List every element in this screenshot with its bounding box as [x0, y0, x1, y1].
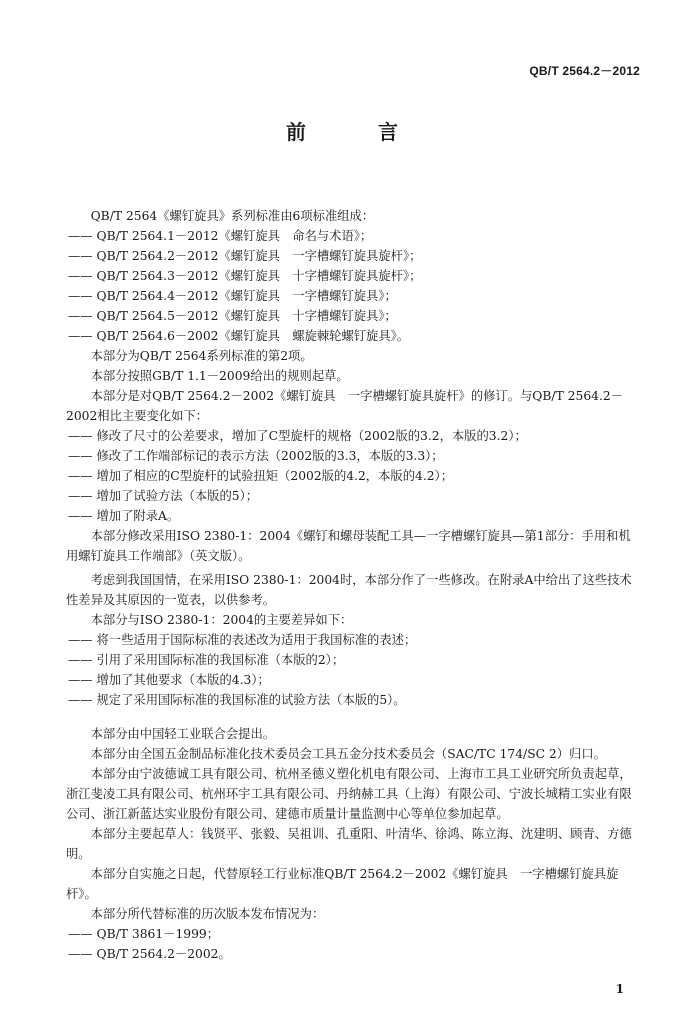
list-item: —— 将一些适用于国际标准的表述改为适用于我国标准的表述； [68, 633, 417, 647]
rule-line: 本部分按照GB/T 1.1－2009给出的规则起草。 [90, 369, 349, 383]
page-number: 1 [615, 982, 624, 996]
drafted-by: 本部分由宁波德诚工具有限公司、杭州圣德义塑化机电有限公司、上海市工具工业研究所负责起草，浙江斐凌工具有限公司、杭州环宇工具有限公司、丹纳赫工具（上海）有限公司、宁波长城精工实业有限公司、浙江新蓝达实业股份有限公司、建德市质量计量监测中心等单位参加起草。 [66, 767, 632, 821]
series-intro: QB/T 2564《螺钉旋具》系列标准由6项标准组成： [90, 209, 375, 223]
list-item: —— QB/T 2564.2－2012《螺钉旋具 一字槽螺钉旋具旋杆》； [68, 249, 422, 263]
list-item: —— 增加了其他要求（本版的4.3）； [68, 673, 270, 687]
list-item: —— QB/T 2564.1－2012《螺钉旋具 命名与术语》； [68, 229, 373, 243]
list-item: —— 增加了试验方法（本版的5）； [68, 489, 259, 503]
replaces-line: 本部分自实施之日起，代替原轻工行业标准QB/T 2564.2－2002《螺钉旋具 一字槽螺钉旋具旋杆》。 [66, 867, 619, 901]
diff-intro: 本部分与ISO 2380-1：2004的主要差异如下： [90, 613, 353, 627]
list-item: —— 规定了采用国际标准的我国标准的试验方法（本版的5）。 [68, 693, 406, 707]
revision-line: 本部分是对QB/T 2564.2－2002《螺钉旋具 一字槽螺钉旋具旋杆》的修订。与QB/T 2564.2－2002相比主要变化如下： [66, 389, 623, 423]
part-line: 本部分为QB/T 2564系列标准的第2项。 [90, 349, 313, 363]
document-body [66, 206, 641, 964]
list-item: —— QB/T 3861－1999； [68, 927, 220, 941]
list-item: —— QB/T 2564.6－2002《螺钉旋具 螺旋棘轮螺钉旋具》。 [68, 329, 410, 343]
page-title: 前 言 [286, 120, 424, 144]
iso-reason: 考虑到我国国情，在采用ISO 2380-1：2004时，本部分作了一些修改。在附录A中给出了这些技术性差异及其原因的一览表，以供参考。 [66, 573, 632, 607]
drafters: 本部分主要起草人：钱贤平、张毅、吴祖训、孔重阳、叶清华、徐鸿、陈立海、沈建明、顾青、方德明。 [66, 827, 632, 861]
list-item: —— 引用了采用国际标准的我国标准（本版的2）； [68, 653, 345, 667]
list-item: —— 修改了尺寸的公差要求，增加了C型旋杆的规格（2002版的3.2，本版的3.2）； [68, 429, 527, 443]
list-item: —— 增加了相应的C型旋杆的试验扭矩（2002版的4.2，本版的4.2）； [68, 469, 453, 483]
list-item: —— QB/T 2564.3－2012《螺钉旋具 十字槽螺钉旋具旋杆》； [68, 269, 422, 283]
standard-number: QB/T 2564.2－2012 [529, 64, 640, 78]
iso-adoption: 本部分修改采用ISO 2380-1：2004《螺钉和螺母装配工具—一字槽螺钉旋具—第1部分：手用和机用螺钉旋具工作端部》（英文版）。 [66, 529, 631, 563]
list-item: —— 修改了工作端部标记的表示方法（2002版的3.3，本版的3.3）； [68, 449, 444, 463]
list-item: —— 增加了附录A。 [68, 509, 180, 523]
managed-by: 本部分由全国五金制品标准化技术委员会工具五金分技术委员会（SAC/TC 174/SC 2）归口。 [90, 747, 606, 761]
list-item: —— QB/T 2564.4－2012《螺钉旋具 一字槽螺钉旋具》； [68, 289, 397, 303]
list-item: —— QB/T 2564.2－2002。 [68, 947, 231, 961]
list-item: —— QB/T 2564.5－2012《螺钉旋具 十字槽螺钉旋具》； [68, 309, 397, 323]
proposed-by: 本部分由中国轻工业联合会提出。 [90, 727, 276, 741]
history-intro: 本部分所代替标准的历次版本发布情况为： [90, 907, 325, 921]
